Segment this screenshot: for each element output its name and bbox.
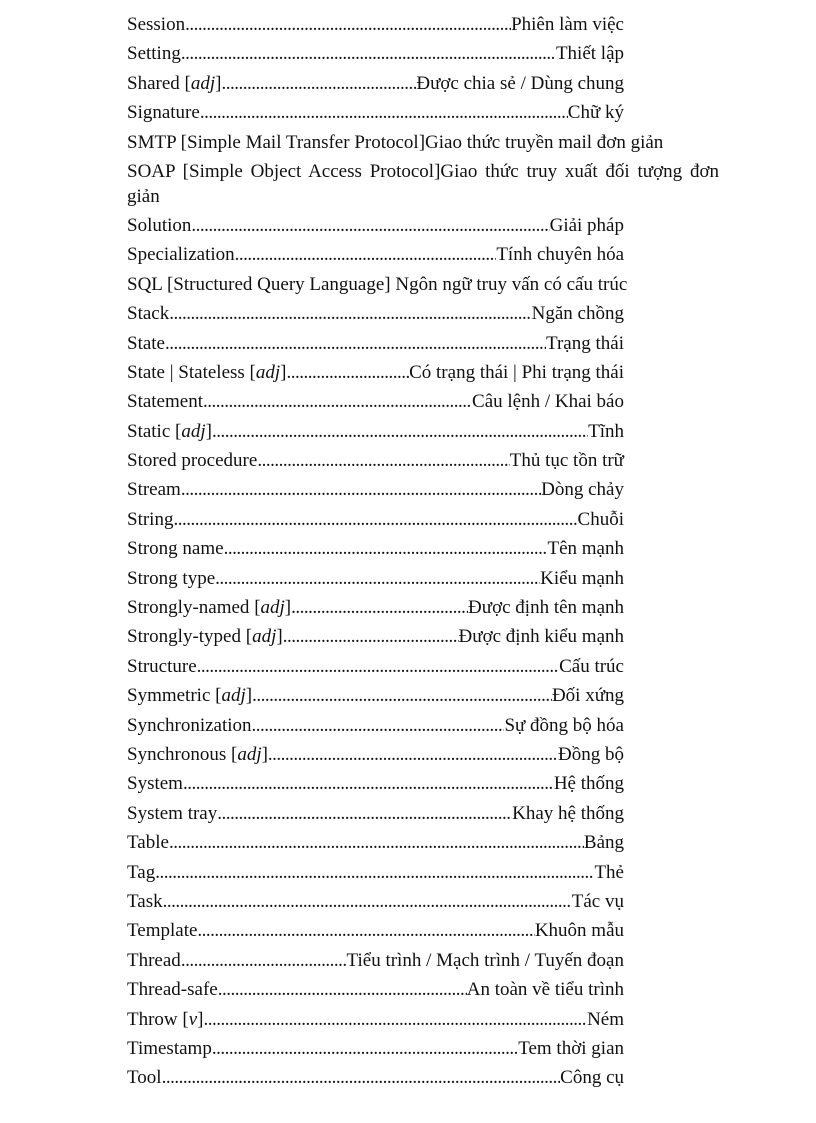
entry-definition: Được định tên mạnh [468,597,624,619]
glossary-entry [127,564,624,593]
entry-term: SQL [Structured Query Language] [127,273,391,295]
entry-definition: Kiểu mạnh [540,567,624,589]
entry-term: SOAP [Simple Object Access Protocol] [127,160,441,182]
entry-definition: Tiểu trình / Mạch trình / Tuyến đoạn [346,949,624,971]
entry-definition: Có trạng thái | Phi trạng thái [409,361,624,383]
dot-leader [215,564,540,593]
entry-definition: Chữ ký [567,102,624,124]
entry-term: State | Stateless [adj] [127,361,287,383]
entry-term: Session [127,14,186,35]
glossary-entry [127,534,624,563]
dot-leader [221,69,416,98]
entry-definition: Thiết lập [555,43,624,65]
glossary-entry [127,69,624,98]
entry-definition: Tĩnh [588,420,624,442]
entry-definition: Hệ thống [553,773,624,795]
entry-definition: Đồng bộ [558,743,624,765]
entry-definition-continued: giản [127,185,160,207]
entry-term: Throw [v] [127,1008,204,1030]
entry-term: String [127,508,174,530]
dot-leader [169,299,531,328]
entry-definition: Phiên làm việc [511,14,624,35]
glossary-entry [127,622,624,651]
entry-term: Setting [127,43,181,65]
entry-term: State [127,332,165,354]
part-of-speech: adj [252,626,277,648]
dot-leader [257,446,509,475]
glossary-entry [127,916,624,945]
dot-leader [224,534,548,563]
dot-leader [181,475,541,504]
glossary-entry [127,799,624,828]
dot-leader [181,39,556,68]
entry-term: Synchronous [adj] [127,743,268,765]
glossary-entry [127,240,624,269]
dot-leader [283,622,459,651]
entry-term: Task [127,890,163,912]
entry-definition: Chuỗi [577,508,624,530]
entry-definition: Trạng thái [546,332,624,354]
part-of-speech: v [188,1008,198,1030]
entry-term: Statement [127,391,203,413]
dot-leader [165,329,546,358]
glossary-entry [127,10,624,39]
dot-leader [203,387,472,416]
entry-term: Thread-safe [127,979,218,1001]
entry-definition: Đối xứng [551,685,624,707]
entry-definition: Khay hệ thống [512,802,624,824]
glossary-entry [127,711,624,740]
glossary-entry [127,475,624,504]
entry-definition: Tính chuyên hóa [496,244,624,266]
dot-leader [163,887,572,916]
entry-term: Tool [127,1067,162,1089]
glossary-entry [127,505,624,534]
entry-term: System [127,773,183,795]
entry-definition: Thủ tục tồn trữ [509,450,624,472]
glossary-entry [127,681,624,710]
dot-leader [235,240,497,269]
dot-leader [286,358,409,387]
glossary-entry [127,211,624,240]
entry-term: Synchronization [127,714,252,736]
glossary-entry [127,887,624,916]
entry-definition: Được chia sẻ / Dùng chung [416,72,624,94]
entry-definition: Ngăn chồng [531,303,624,325]
glossary-entry [127,946,624,975]
entry-definition: Cấu trúc [559,655,624,677]
entry-term: Tag [127,861,156,883]
dot-leader [191,211,549,240]
dot-leader [291,593,468,622]
glossary-entry [127,157,719,211]
part-of-speech: adj [255,361,281,383]
dot-leader [204,1005,588,1034]
entry-definition: An toàn về tiểu trình [466,979,624,1001]
dot-leader [212,1034,518,1063]
dot-leader [197,652,559,681]
entry-definition: Công cụ [560,1067,624,1089]
glossary-entry [127,329,624,358]
entry-term: Strong name [127,538,224,560]
dot-leader [212,417,588,446]
entry-definition: Thẻ [594,861,624,883]
entry-term: Stored procedure [127,450,258,472]
glossary-entry [127,1005,624,1034]
dot-leader [252,681,552,710]
part-of-speech: adj [260,597,285,619]
entry-definition: Khuôn mẫu [534,920,624,942]
entry-definition: Bảng [583,832,624,854]
dot-leader [197,916,534,945]
entry-definition: Giải pháp [549,214,624,236]
glossary-entry [127,858,624,887]
entry-term: SMTP [Simple Mail Transfer Protocol] [127,131,426,153]
entry-definition: Câu lệnh / Khai báo [472,391,624,413]
entry-term: Thread [127,949,181,971]
entry-term: Signature [127,102,200,124]
dot-leader [252,711,505,740]
glossary-entry [127,740,624,769]
entry-term: Stack [127,303,170,325]
dot-leader [169,828,584,857]
entry-term: Timestamp [127,1037,212,1059]
glossary-entry [127,98,624,127]
part-of-speech: adj [190,72,216,94]
glossary-entry [127,593,624,622]
dot-leader [217,799,512,828]
entry-term: Stream [127,479,181,501]
glossary-entry [127,1034,624,1063]
entry-definition: Ngôn ngữ truy vấn có cấu trúc [395,273,628,295]
entry-definition: Giao thức truyền mail đơn giản [425,131,664,153]
glossary-entry [127,652,624,681]
dot-leader [183,769,554,798]
entry-term: Symmetric [adj] [127,685,253,707]
dot-leader [173,505,577,534]
glossary-entry [127,446,624,475]
dot-leader [200,98,568,127]
entry-term: Strongly-typed [adj] [127,626,283,648]
entry-term: Shared [adj] [127,72,222,94]
glossary-entry [127,1063,624,1092]
entry-term: Static [adj] [127,420,212,442]
glossary-list [127,10,719,1093]
entry-definition: Tên mạnh [547,538,624,560]
entry-definition: Sự đồng bộ hóa [504,714,624,736]
dot-leader [162,1063,561,1092]
glossary-entry [127,270,628,299]
entry-term: Solution [127,214,192,236]
part-of-speech: adj [237,743,262,765]
entry-term: Strongly-named [adj] [127,597,292,619]
glossary-entry [127,828,624,857]
glossary-entry [127,387,624,416]
glossary-entry [127,417,624,446]
glossary-entry [127,39,624,68]
entry-term: System tray [127,802,218,824]
entry-definition: Được định kiểu mạnh [458,626,624,648]
entry-definition: Tác vụ [571,890,624,912]
dot-leader [185,10,511,39]
dot-leader [181,946,347,975]
entry-definition: Giao thức truy xuất đối tượng đơn [440,160,719,182]
glossary-entry [127,128,664,157]
entry-line [127,159,719,184]
entry-definition: Dòng chảy [541,479,624,501]
part-of-speech: adj [181,420,206,442]
entry-term: Table [127,832,169,854]
glossary-entry [127,358,624,387]
entry-term: Template [127,920,198,942]
part-of-speech: adj [221,685,246,707]
dot-leader [155,858,594,887]
entry-term: Strong type [127,567,216,589]
glossary-entry [127,769,624,798]
dot-leader [268,740,558,769]
glossary-entry [127,975,624,1004]
entry-term: Specialization [127,244,235,266]
dot-leader [218,975,467,1004]
entry-term: Structure [127,655,197,677]
entry-definition: Ném [587,1008,624,1030]
entry-definition: Tem thời gian [518,1037,624,1059]
glossary-entry [127,299,624,328]
